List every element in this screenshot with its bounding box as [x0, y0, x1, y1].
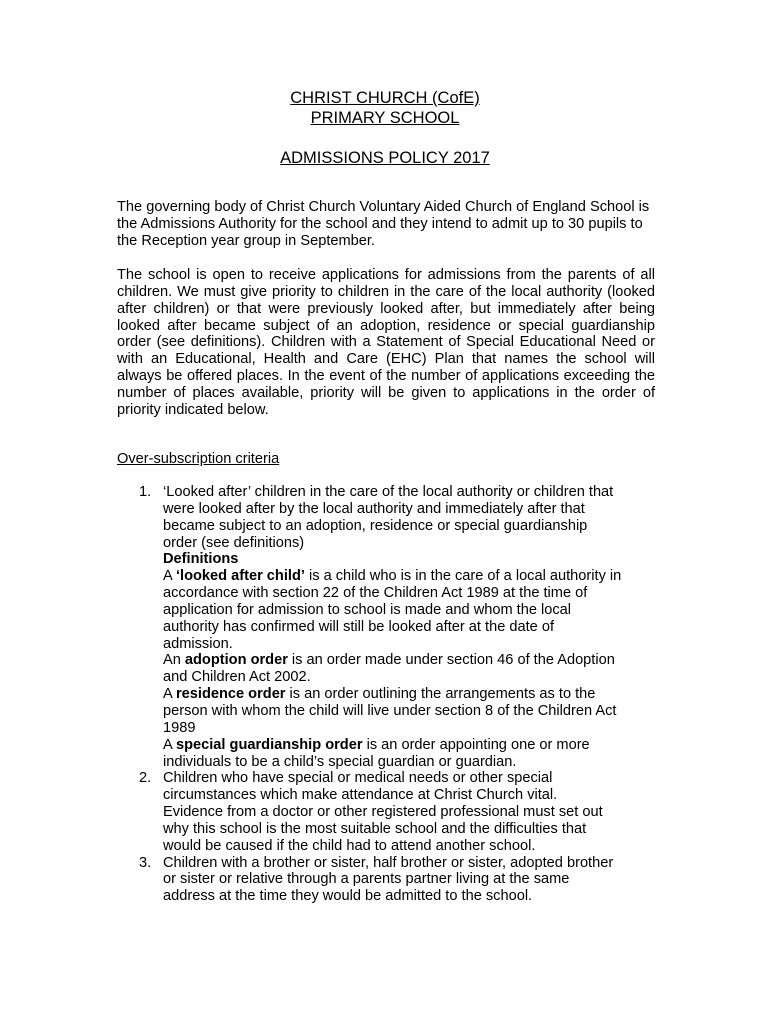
definition-text-line: authority has confirmed will still be looked after at the date of — [163, 618, 554, 635]
definition-text-line: application for admission to school is made and whom the local — [163, 601, 572, 618]
criterion-number: 2. — [139, 770, 152, 787]
criterion-text-line: or sister or relative through a parents partner living at the same — [163, 871, 570, 888]
school-name-line-2: PRIMARY SCHOOL — [310, 109, 460, 127]
policy-title: ADMISSIONS POLICY 2017 — [280, 149, 490, 167]
criterion-3 — [139, 854, 703, 906]
definition-term: adoption order — [184, 652, 288, 669]
definition-special-guardianship-order — [163, 737, 703, 754]
definition-residence-order — [163, 686, 703, 703]
definition-text-line: admission. — [163, 635, 233, 652]
definition-prefix: A — [163, 736, 176, 753]
criterion-text-line: became subject to an adoption, residence or special guardianship — [163, 517, 588, 534]
definition-text: is a child who is in the care of a local authority in — [304, 568, 622, 585]
school-name-line-1: CHRIST CHURCH (CofE) — [290, 89, 480, 107]
criterion-2 — [139, 770, 703, 854]
criterion-text-line: Children who have special or medical needs or other special — [163, 770, 553, 787]
definition-term: residence order — [175, 686, 286, 703]
definition-prefix: A — [163, 686, 176, 703]
criterion-text-line: Evidence from a doctor or other registered professional must set out — [163, 804, 603, 821]
criteria-heading: Over-subscription criteria — [117, 451, 280, 467]
criterion-text-line: ‘Looked after’ children in the care of the local authority or children that — [163, 484, 614, 500]
definition-looked-after-child — [163, 568, 703, 585]
definition-term: ‘looked after child’ — [175, 568, 305, 585]
definitions-heading: Definitions — [163, 551, 239, 568]
definition-text: is an order made under section 46 of the Adoption — [287, 652, 615, 669]
criteria-list — [117, 484, 703, 905]
intro-paragraph: The governing body of Christ Church Voluntary Aided Church of England School is the Admissions Authority for the school and they intend to admit up to 30 pupils to the Reception year group in September. — [117, 199, 650, 249]
definition-text-line: person with whom the child will live under section 8 of the Children Act — [163, 702, 617, 719]
criterion-text-line: order (see definitions) — [163, 534, 305, 551]
criterion-text-line: Children with a brother or sister, half brother or sister, adopted brother — [163, 854, 614, 871]
criterion-text-line: would be caused if the child had to attend another school. — [163, 837, 536, 854]
definition-prefix: An — [163, 652, 185, 669]
criterion-1 — [139, 484, 703, 770]
criterion-text-line: address at the time they would be admitted to the school. — [163, 888, 533, 905]
definition-text: is an order outlining the arrangements as to the — [285, 686, 596, 703]
definition-text-line: and Children Act 2002. — [163, 669, 311, 686]
definition-text: is an order appointing one or more — [362, 736, 590, 753]
definition-text-line: accordance with section 22 of the Children Act 1989 at the time of — [163, 585, 588, 602]
definition-text-line: 1989 — [163, 719, 196, 736]
definition-prefix: A — [163, 568, 176, 585]
definition-adoption-order — [163, 652, 703, 669]
criterion-text-line: circumstances which make attendance at Christ Church vital. — [163, 787, 558, 804]
open-admissions-paragraph: The school is open to receive applications for admissions from the parents of all children. We must give priority to children in the care of the local authority (looked after children) or that were previously looked after, but immediately after being looked after became subject of an adoption, residence or special guardianship order (see definitions). Children with a Statement of Special Educational Need or with an Educational, Health and Care (EHC) Plan that names the school will always be offered places. In the event of the number of applications exceeding the number of places available, priority will be given to applications in the order of priority indicated below. — [117, 267, 655, 418]
criterion-text-line: why this school is the most suitable school and the difficulties that — [163, 820, 587, 837]
definition-term: special guardianship order — [175, 736, 363, 753]
criterion-number: 3. — [139, 854, 152, 871]
criterion-text-line: were looked after by the local authority and immediately after that — [163, 500, 585, 517]
definition-text-line: individuals to be a child’s special guardian or guardian. — [163, 753, 517, 770]
criterion-number: 1. — [139, 484, 152, 500]
